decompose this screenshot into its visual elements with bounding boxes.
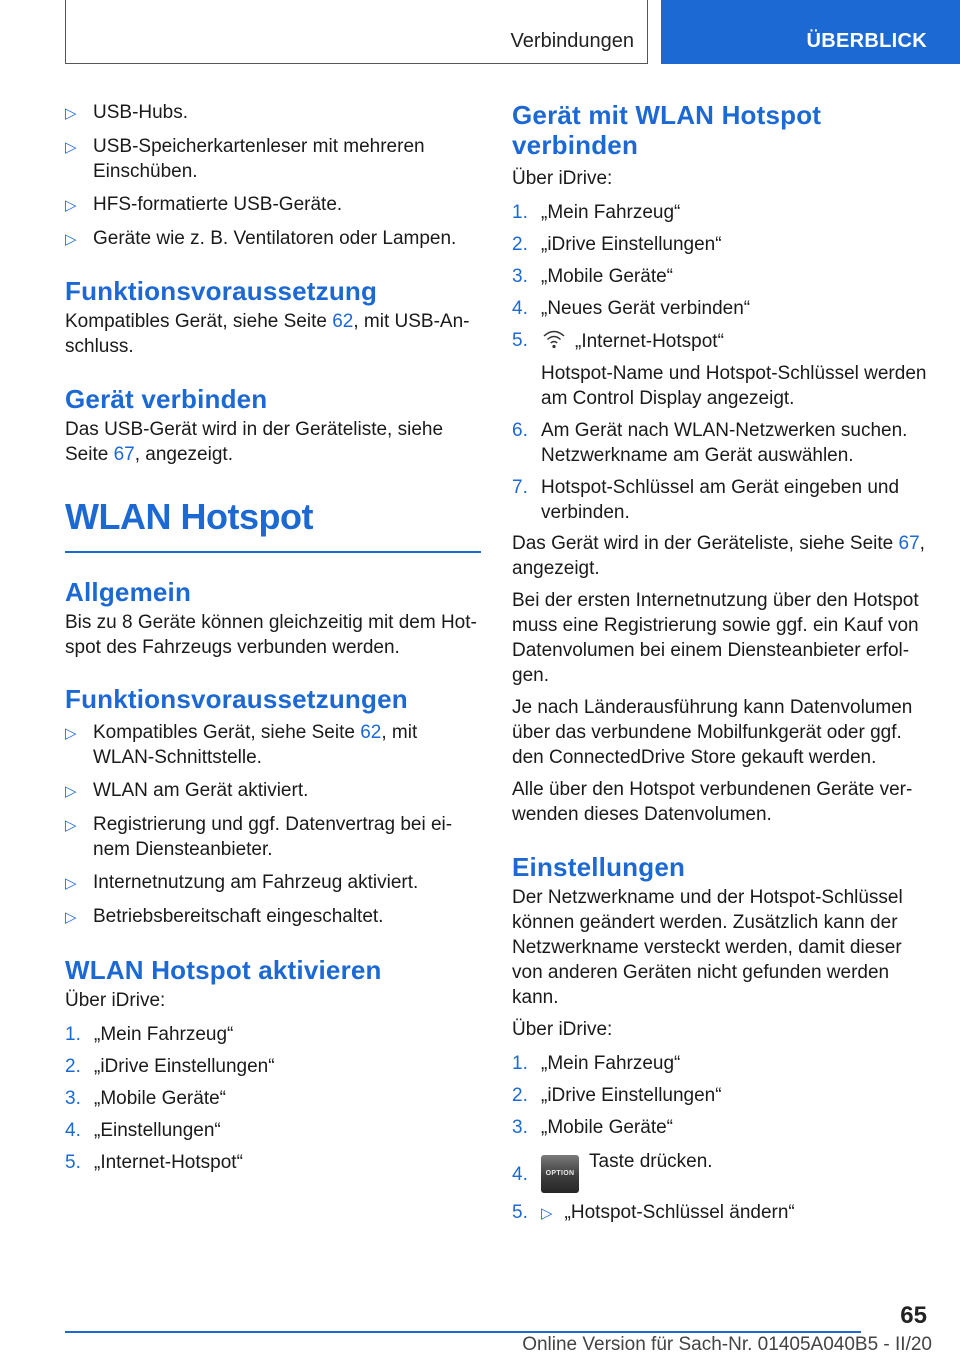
bullet-item: ▷ USB-Speicherkartenleser mit mehreren Einschüben. <box>65 136 425 182</box>
step-item: 2. „iDrive Einstellungen“ <box>512 234 722 255</box>
paragraph: Das Gerät wird in der Geräteliste, siehe Seite 67, angezeigt. <box>512 533 925 579</box>
bullet-triangle-icon: ▷ <box>65 197 77 214</box>
bullet-triangle-icon: ▷ <box>65 908 77 926</box>
step-item: 7. Hotspot-Schlüssel am Gerät eingeben und verbinden. <box>512 477 900 523</box>
heading-einstellungen: Einstellungen <box>512 852 686 882</box>
page-number: 65 <box>900 1302 927 1329</box>
header-section-tab <box>65 0 648 64</box>
heading-allgemein: Allgemein <box>65 576 192 607</box>
left-column <box>65 100 481 1175</box>
step-item: 4. OPTIONTaste drücken. <box>512 1149 932 1193</box>
bullet-item: ▷ USB-Hubs. <box>65 100 481 126</box>
paragraph: Das USB-Gerät wird in der Geräteliste, siehe Seite 67, angezeigt. <box>65 419 444 465</box>
paragraph: Je nach Länderausführung kann Datenvolumen über das verbundene Mobilfunkgerät oder ggf. den ConnectedDrive Store gekauft werden. <box>512 697 913 768</box>
paragraph: Der Netzwerkname und der Hotspot-Schlüssel können geändert werden. Zusätzlich kann der Netzwerkname versteckt werden, damit dieser von anderen Geräten nicht gefunden werden kann. <box>512 887 903 1008</box>
bullet-triangle-icon: ▷ <box>65 139 77 156</box>
step-item: 3. „Mobile Geräte“ <box>512 1117 673 1138</box>
paragraph: Über iDrive: <box>512 1019 613 1040</box>
paragraph: Kompatibles Gerät, siehe Seite 62, mit USB-Anschluss. <box>65 311 470 357</box>
page-link[interactable]: 67 <box>898 533 920 554</box>
header-section-title: Verbindungen <box>510 30 634 52</box>
paragraph: Bei der ersten Internetnutzung über den Hotspot muss eine Registrierung sowie ggf. ein Kauf von Datenvolumen bei einem Diensteanbieter erfolgen. <box>512 590 919 686</box>
heading-hotspot-aktivieren: WLAN Hotspot aktivieren <box>65 954 382 985</box>
wifi-icon <box>541 328 567 350</box>
step-list-connect <box>512 200 932 525</box>
step-item: 2. „iDrive Einstellungen“ <box>512 1085 722 1106</box>
step-item: 5. „Internet-Hotspot“ Hotspot-Name und Hotspot-Schlüssel werden am Control Display angezeigt. <box>512 330 927 409</box>
bullet-triangle-icon: ▷ <box>65 874 77 892</box>
step-item: 1. „Mein Fahrzeug“ <box>512 202 681 223</box>
bullet-item: ▷ Internetnutzung am Fahrzeug aktiviert. <box>65 870 481 896</box>
step-item: 4. „Einstellungen“ <box>65 1119 221 1141</box>
step-item: 3. „Mobile Geräte“ <box>65 1087 226 1109</box>
step-item: 4. „Neues Gerät verbinden“ <box>512 298 751 319</box>
step-item: 6. Am Gerät nach WLAN-Netzwerken suchen. Netzwerkname am Gerät auswählen. <box>512 420 908 466</box>
chapter-title: WLAN Hotspot <box>65 496 313 537</box>
step-item: 5. ▷ „Hotspot-Schlüssel ändern“ <box>512 1202 795 1223</box>
footer-divider <box>65 1331 861 1333</box>
bullet-item: ▷ Betriebsbereitschaft eingeschaltet. <box>65 904 481 930</box>
bullet-item: ▷ Registrierung und ggf. Datenvertrag bei einem Diensteanbieter. <box>65 813 453 860</box>
right-column <box>512 100 932 1226</box>
heading-geraet-verbinden: Gerät verbinden <box>65 384 268 414</box>
page-link[interactable]: 62 <box>332 311 354 332</box>
footer-text: Online Version für Sach-Nr. 01405A040B5 - II/20 <box>522 1334 932 1355</box>
header-chapter-tab <box>661 0 960 64</box>
bullet-item: ▷ Geräte wie z. B. Ventilatoren oder Lampen. <box>65 226 481 252</box>
bullet-item: ▷ HFS-formatierte USB-Geräte. <box>65 192 481 218</box>
option-button-icon: OPTION <box>541 1155 579 1193</box>
bullet-triangle-icon: ▷ <box>65 231 77 248</box>
paragraph: Alle über den Hotspot verbundenen Geräte verwenden dieses Datenvolumen. <box>512 779 913 825</box>
heading-funktionsvoraussetzung: Funktionsvoraussetzung <box>65 276 378 306</box>
step-item: 3. „Mobile Geräte“ <box>512 266 673 287</box>
bullet-triangle-icon: ▷ <box>65 724 77 742</box>
step-list-settings <box>512 1051 932 1226</box>
step-item: 1. „Mein Fahrzeug“ <box>65 1023 234 1045</box>
paragraph: Über iDrive: <box>512 168 613 189</box>
heading-funktionsvoraussetzungen: Funktionsvoraussetzungen <box>65 683 408 714</box>
bullet-triangle-icon: ▷ <box>65 105 77 122</box>
header-chapter-title: ÜBERBLICK <box>806 30 927 52</box>
paragraph: Über iDrive: <box>65 989 166 1011</box>
page-link[interactable]: 62 <box>360 721 382 743</box>
page-link[interactable]: 67 <box>113 444 135 465</box>
step-item: 2. „iDrive Einstellungen“ <box>65 1055 275 1077</box>
step-list-activate <box>65 1022 481 1175</box>
bullet-list-usb <box>65 100 481 252</box>
paragraph: Bis zu 8 Geräte können gleichzeitig mit dem Hotspot des Fahrzeugs verbunden werden. <box>65 611 477 658</box>
step-item: 1. „Mein Fahrzeug“ <box>512 1053 681 1074</box>
bullet-triangle-icon: ▷ <box>541 1205 553 1222</box>
bullet-item: ▷ WLAN am Gerät aktiviert. <box>65 778 481 804</box>
bullet-triangle-icon: ▷ <box>65 816 77 834</box>
chapter-divider <box>65 551 481 553</box>
bullet-list-requirements <box>65 720 481 930</box>
bullet-triangle-icon: ▷ <box>65 782 77 800</box>
heading-geraet-mit-hotspot-verbinden: Gerät mit WLAN Hotspot verbinden <box>512 100 822 160</box>
step-item: 5. „Internet-Hotspot“ <box>65 1151 243 1173</box>
bullet-item: ▷ Kompatibles Gerät, siehe Seite 62, mit WLAN-Schnittstelle. <box>65 721 418 768</box>
